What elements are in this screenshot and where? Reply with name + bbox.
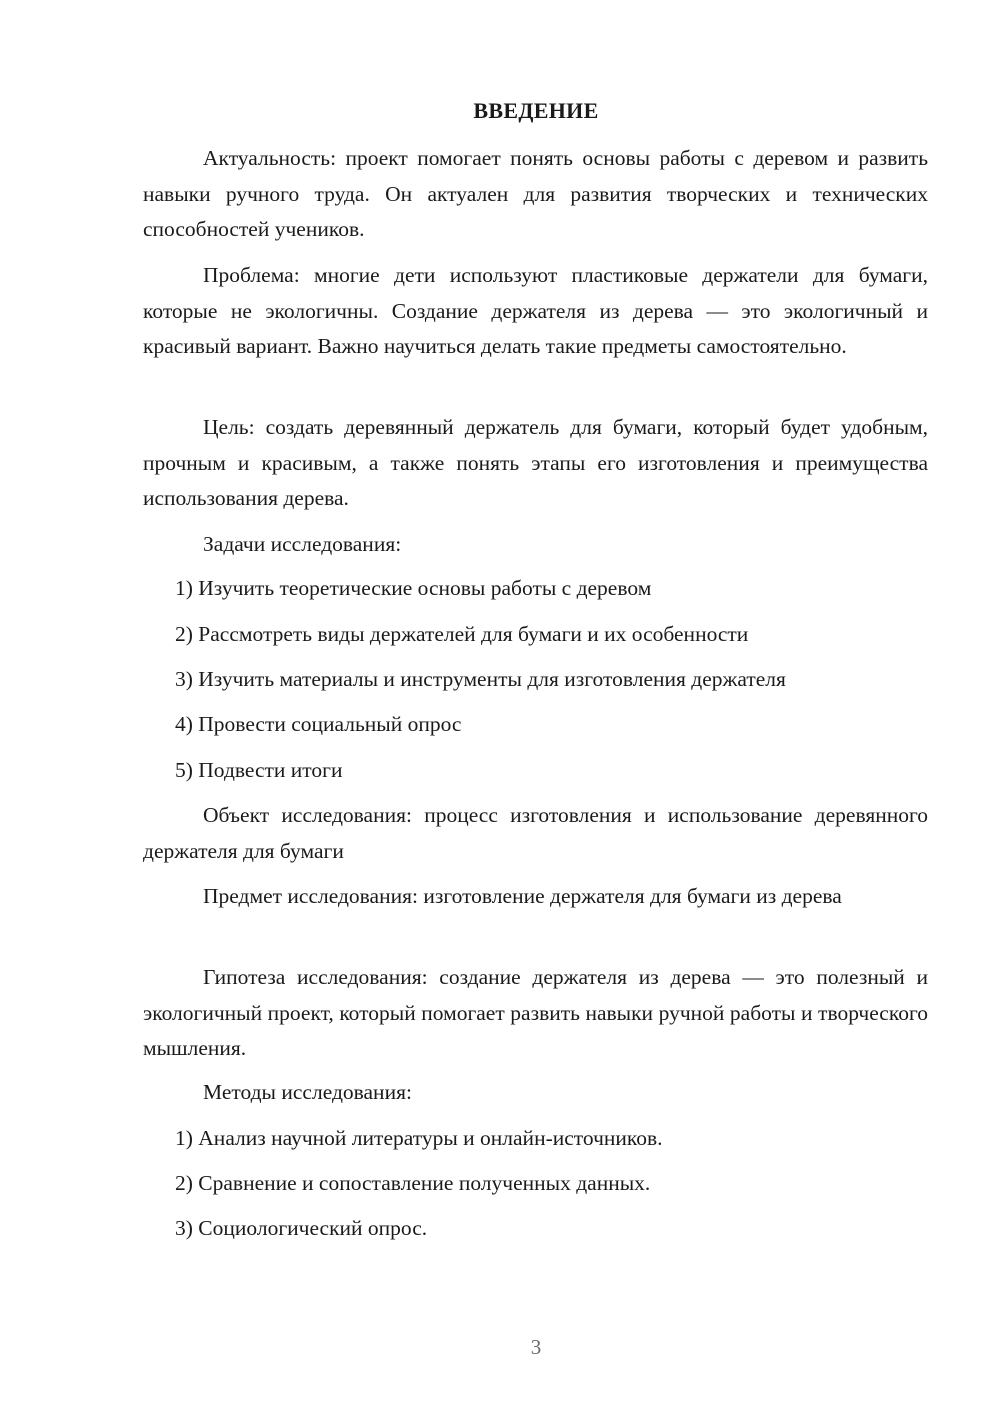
hypothesis-paragraph: Гипотеза исследования: создание держателя из дерева — это полезный и экологичный проект, который помогает развить навыки ручной работы и творческого мышления. <box>143 965 928 1060</box>
task-item-4: 4) Провести социальный опрос <box>175 712 462 736</box>
method-item-3: 3) Социологический опрос. <box>175 1216 428 1240</box>
page-title: ВВЕДЕНИЕ <box>473 98 599 123</box>
task-item-1: 1) Изучить теоретические основы работы с деревом <box>175 576 652 600</box>
tasks-label: Задачи исследования: <box>203 532 402 556</box>
subject-paragraph: Предмет исследования: изготовление держателя для бумаги из дерева <box>203 884 842 908</box>
task-item-5: 5) Подвести итоги <box>175 758 343 782</box>
problem-paragraph: Проблема: многие дети используют пластиковые держатели для бумаги, которые не экологичны. Создание держателя из дерева — это экологичный и красивый вариант. Важно научиться делать такие предметы самостоятельно. <box>143 263 928 358</box>
method-item-2: 2) Сравнение и сопоставление полученных данных. <box>175 1171 651 1195</box>
relevance-paragraph: Актуальность: проект помогает понять основы работы с деревом и развить навыки ручного труда. Он актуален для развития творческих и технических способностей учеников. <box>143 146 928 241</box>
method-item-1: 1) Анализ научной литературы и онлайн-источников. <box>175 1126 663 1150</box>
object-paragraph: Объект исследования: процесс изготовления и использование деревянного держателя для бумаги <box>143 803 928 863</box>
task-item-3: 3) Изучить материалы и инструменты для изготовления держателя <box>175 667 786 691</box>
goal-paragraph: Цель: создать деревянный держатель для бумаги, который будет удобным, прочным и красивым, а также понять этапы его изготовления и преимущества использования дерева. <box>143 415 928 510</box>
methods-label: Методы исследования: <box>203 1080 412 1104</box>
page-number: 3 <box>530 1335 542 1359</box>
task-item-2: 2) Рассмотреть виды держателей для бумаги и их особенности <box>175 622 749 646</box>
